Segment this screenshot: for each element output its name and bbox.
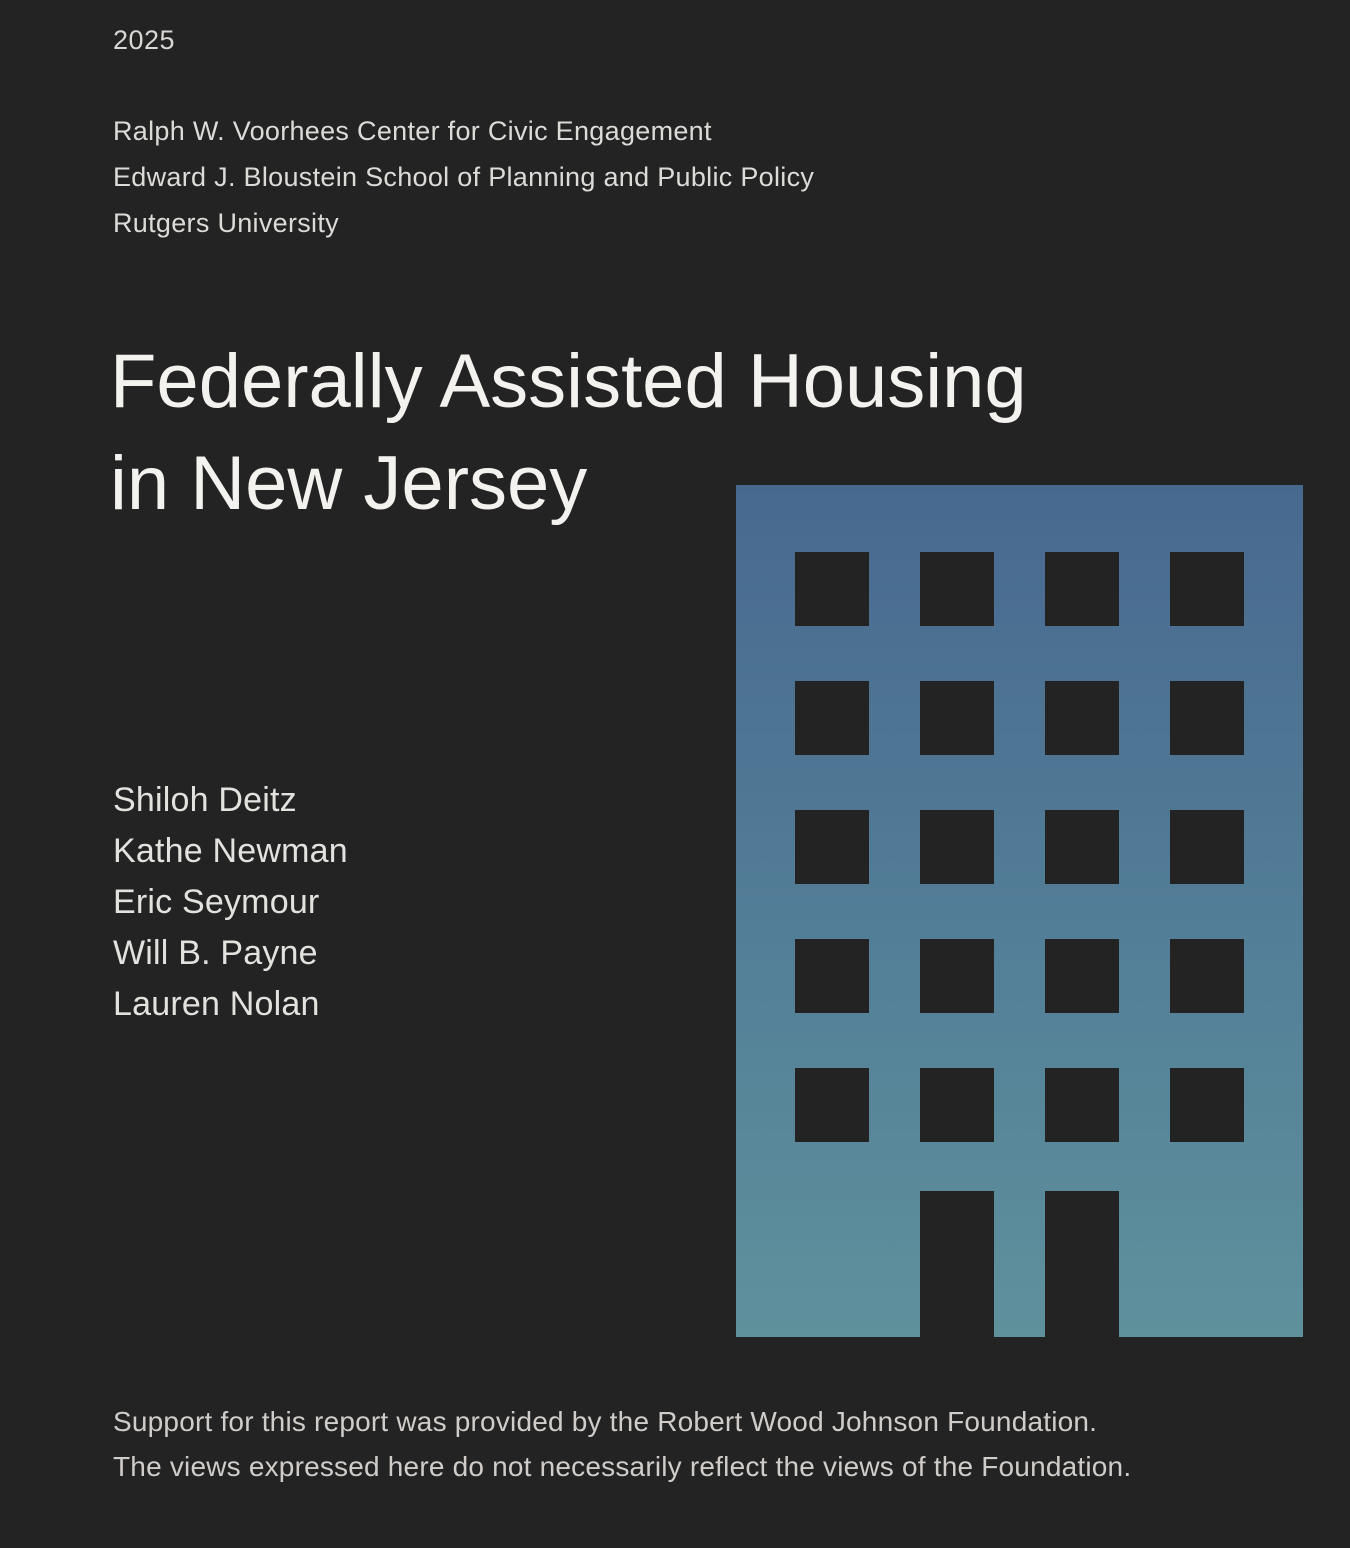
funding-acknowledgement-line-1: Support for this report was provided by the Robert Wood Johnson Foundation. [113,1406,1098,1437]
institution-line-voorhees-center: Ralph W. Voorhees Center for Civic Engagement [113,116,712,146]
author-name: Shiloh Deitz [113,781,297,819]
institution-line-bloustein-school: Edward J. Bloustein School of Planning and Public Policy [113,162,815,192]
author-name: Eric Seymour [113,883,320,921]
author-name: Will B. Payne [113,934,318,972]
author-name: Kathe Newman [113,832,348,870]
report-title-line-1: Federally Assisted Housing [110,339,1027,424]
report-title-line-2: in New Jersey [110,441,588,526]
institution-line-rutgers-university: Rutgers University [113,208,339,238]
report-year: 2025 [113,25,176,55]
funding-acknowledgement [113,1399,1131,1489]
funding-acknowledgement-line-2: The views expressed here do not necessarily reflect the views of the Foundation. [113,1451,1132,1482]
author-name: Lauren Nolan [113,985,320,1023]
institution-block [113,108,814,246]
building-illustration-icon [736,485,1303,1337]
author-list [113,775,348,1030]
